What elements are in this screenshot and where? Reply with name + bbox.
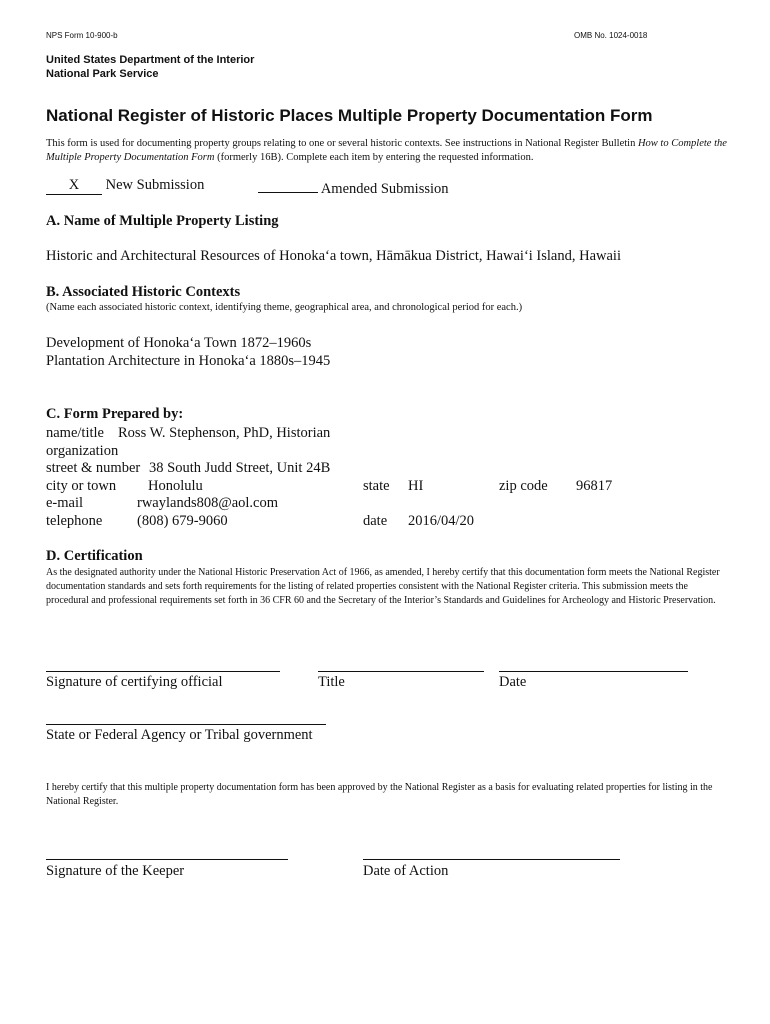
signature-line[interactable] — [46, 671, 280, 672]
approval-paragraph: I hereby certify that this multiple property documentation form has been approved by the National Register as a basis for evaluating related properties for listing in the National Register. — [46, 782, 713, 807]
state-label: state — [363, 478, 390, 494]
amended-submission-label: Amended Submission — [320, 181, 449, 197]
certifying-official-signature-label: Signature of certifying official — [46, 674, 223, 690]
street-label: street & number — [46, 460, 141, 476]
section-b-heading: B. Associated Historic Contexts — [46, 284, 241, 300]
date-field[interactable]: 2016/04/20 — [408, 513, 475, 529]
email-label: e-mail — [46, 495, 84, 511]
city-field[interactable]: Honolulu — [148, 478, 203, 494]
date-line[interactable] — [499, 671, 688, 672]
form-number: NPS Form 10-900-b — [46, 31, 118, 40]
telephone-label: telephone — [46, 513, 103, 529]
intro-text — [46, 137, 736, 165]
keeper-signature-label: Signature of the Keeper — [46, 863, 185, 879]
bulletin-title: How to Complete the Multiple Property Documentation Form — [46, 138, 727, 163]
new-submission-label: New Submission — [105, 177, 205, 193]
city-label: city or town — [46, 478, 117, 494]
intro-text-end: (formerly 16B). Complete each item by entering the requested information. — [217, 152, 534, 163]
amended-submission-option[interactable] — [258, 177, 449, 198]
form-title: National Register of Historic Places Multiple Property Documentation Form — [46, 106, 653, 125]
state-field[interactable]: HI — [408, 478, 424, 494]
title-line[interactable] — [318, 671, 484, 672]
section-b-instruction: (Name each associated historic context, identifying theme, geographical area, and chronological period for each.) — [46, 302, 523, 313]
name-title-label: name/title — [46, 425, 104, 441]
zip-code-field[interactable]: 96817 — [576, 478, 613, 494]
date-of-action-label: Date of Action — [363, 863, 449, 879]
street-field[interactable]: 38 South Judd Street, Unit 24B — [149, 460, 331, 476]
email-field[interactable]: rwaylands808@aol.com — [137, 495, 278, 511]
property-listing-name[interactable]: Historic and Architectural Resources of Honokaʻa town, Hāmākua District, Hawaiʻi Island, Hawaii — [46, 248, 621, 264]
zip-code-label: zip code — [499, 478, 548, 494]
date-label: date — [363, 513, 388, 529]
certification-paragraph: As the designated authority under the National Historic Preservation Act of 1966, as amended, I hereby certify that this documentation form meets the National Register documentation standards and sets forth requirements for the listing of related properties consistent with the National Register criteria. This submission meets the procedural and professional requirements set forth in 36 CFR 60 and the Secretary of the Interior’s Standards and Guidelines for Archeology and Historic Preservation. — [46, 567, 720, 606]
keeper-signature-line[interactable] — [46, 859, 288, 860]
section-a-heading: A. Name of Multiple Property Listing — [46, 213, 279, 229]
agency-label: State or Federal Agency or Tribal government — [46, 727, 313, 743]
historic-context-item[interactable]: Plantation Architecture in Honokaʻa 1880s–1945 — [46, 353, 331, 369]
intro-text-start: This form is used for documenting property groups relating to one or several historic contexts. See instructions in National Register Bulletin — [46, 138, 636, 149]
organization-label: organization — [46, 443, 119, 459]
omb-number: OMB No. 1024-0018 — [574, 31, 648, 40]
section-c-heading: C. Form Prepared by: — [46, 406, 184, 422]
new-submission-mark[interactable]: X — [46, 177, 102, 195]
historic-context-item[interactable]: Development of Honokaʻa Town 1872–1960s — [46, 335, 312, 351]
agency-line[interactable] — [46, 724, 326, 725]
department-name: United States Department of the Interior — [46, 54, 255, 66]
certifying-date-label: Date — [499, 674, 527, 690]
section-d-heading: D. Certification — [46, 548, 143, 564]
name-title-field[interactable]: Ross W. Stephenson, PhD, Historian — [118, 425, 331, 441]
telephone-field[interactable]: (808) 679-9060 — [137, 513, 228, 529]
certifying-title-label: Title — [318, 674, 345, 690]
action-date-line[interactable] — [363, 859, 620, 860]
new-submission-option[interactable] — [46, 177, 204, 195]
amended-submission-mark[interactable] — [258, 177, 318, 193]
service-name: National Park Service — [46, 68, 159, 80]
organization-field[interactable] — [140, 443, 340, 459]
